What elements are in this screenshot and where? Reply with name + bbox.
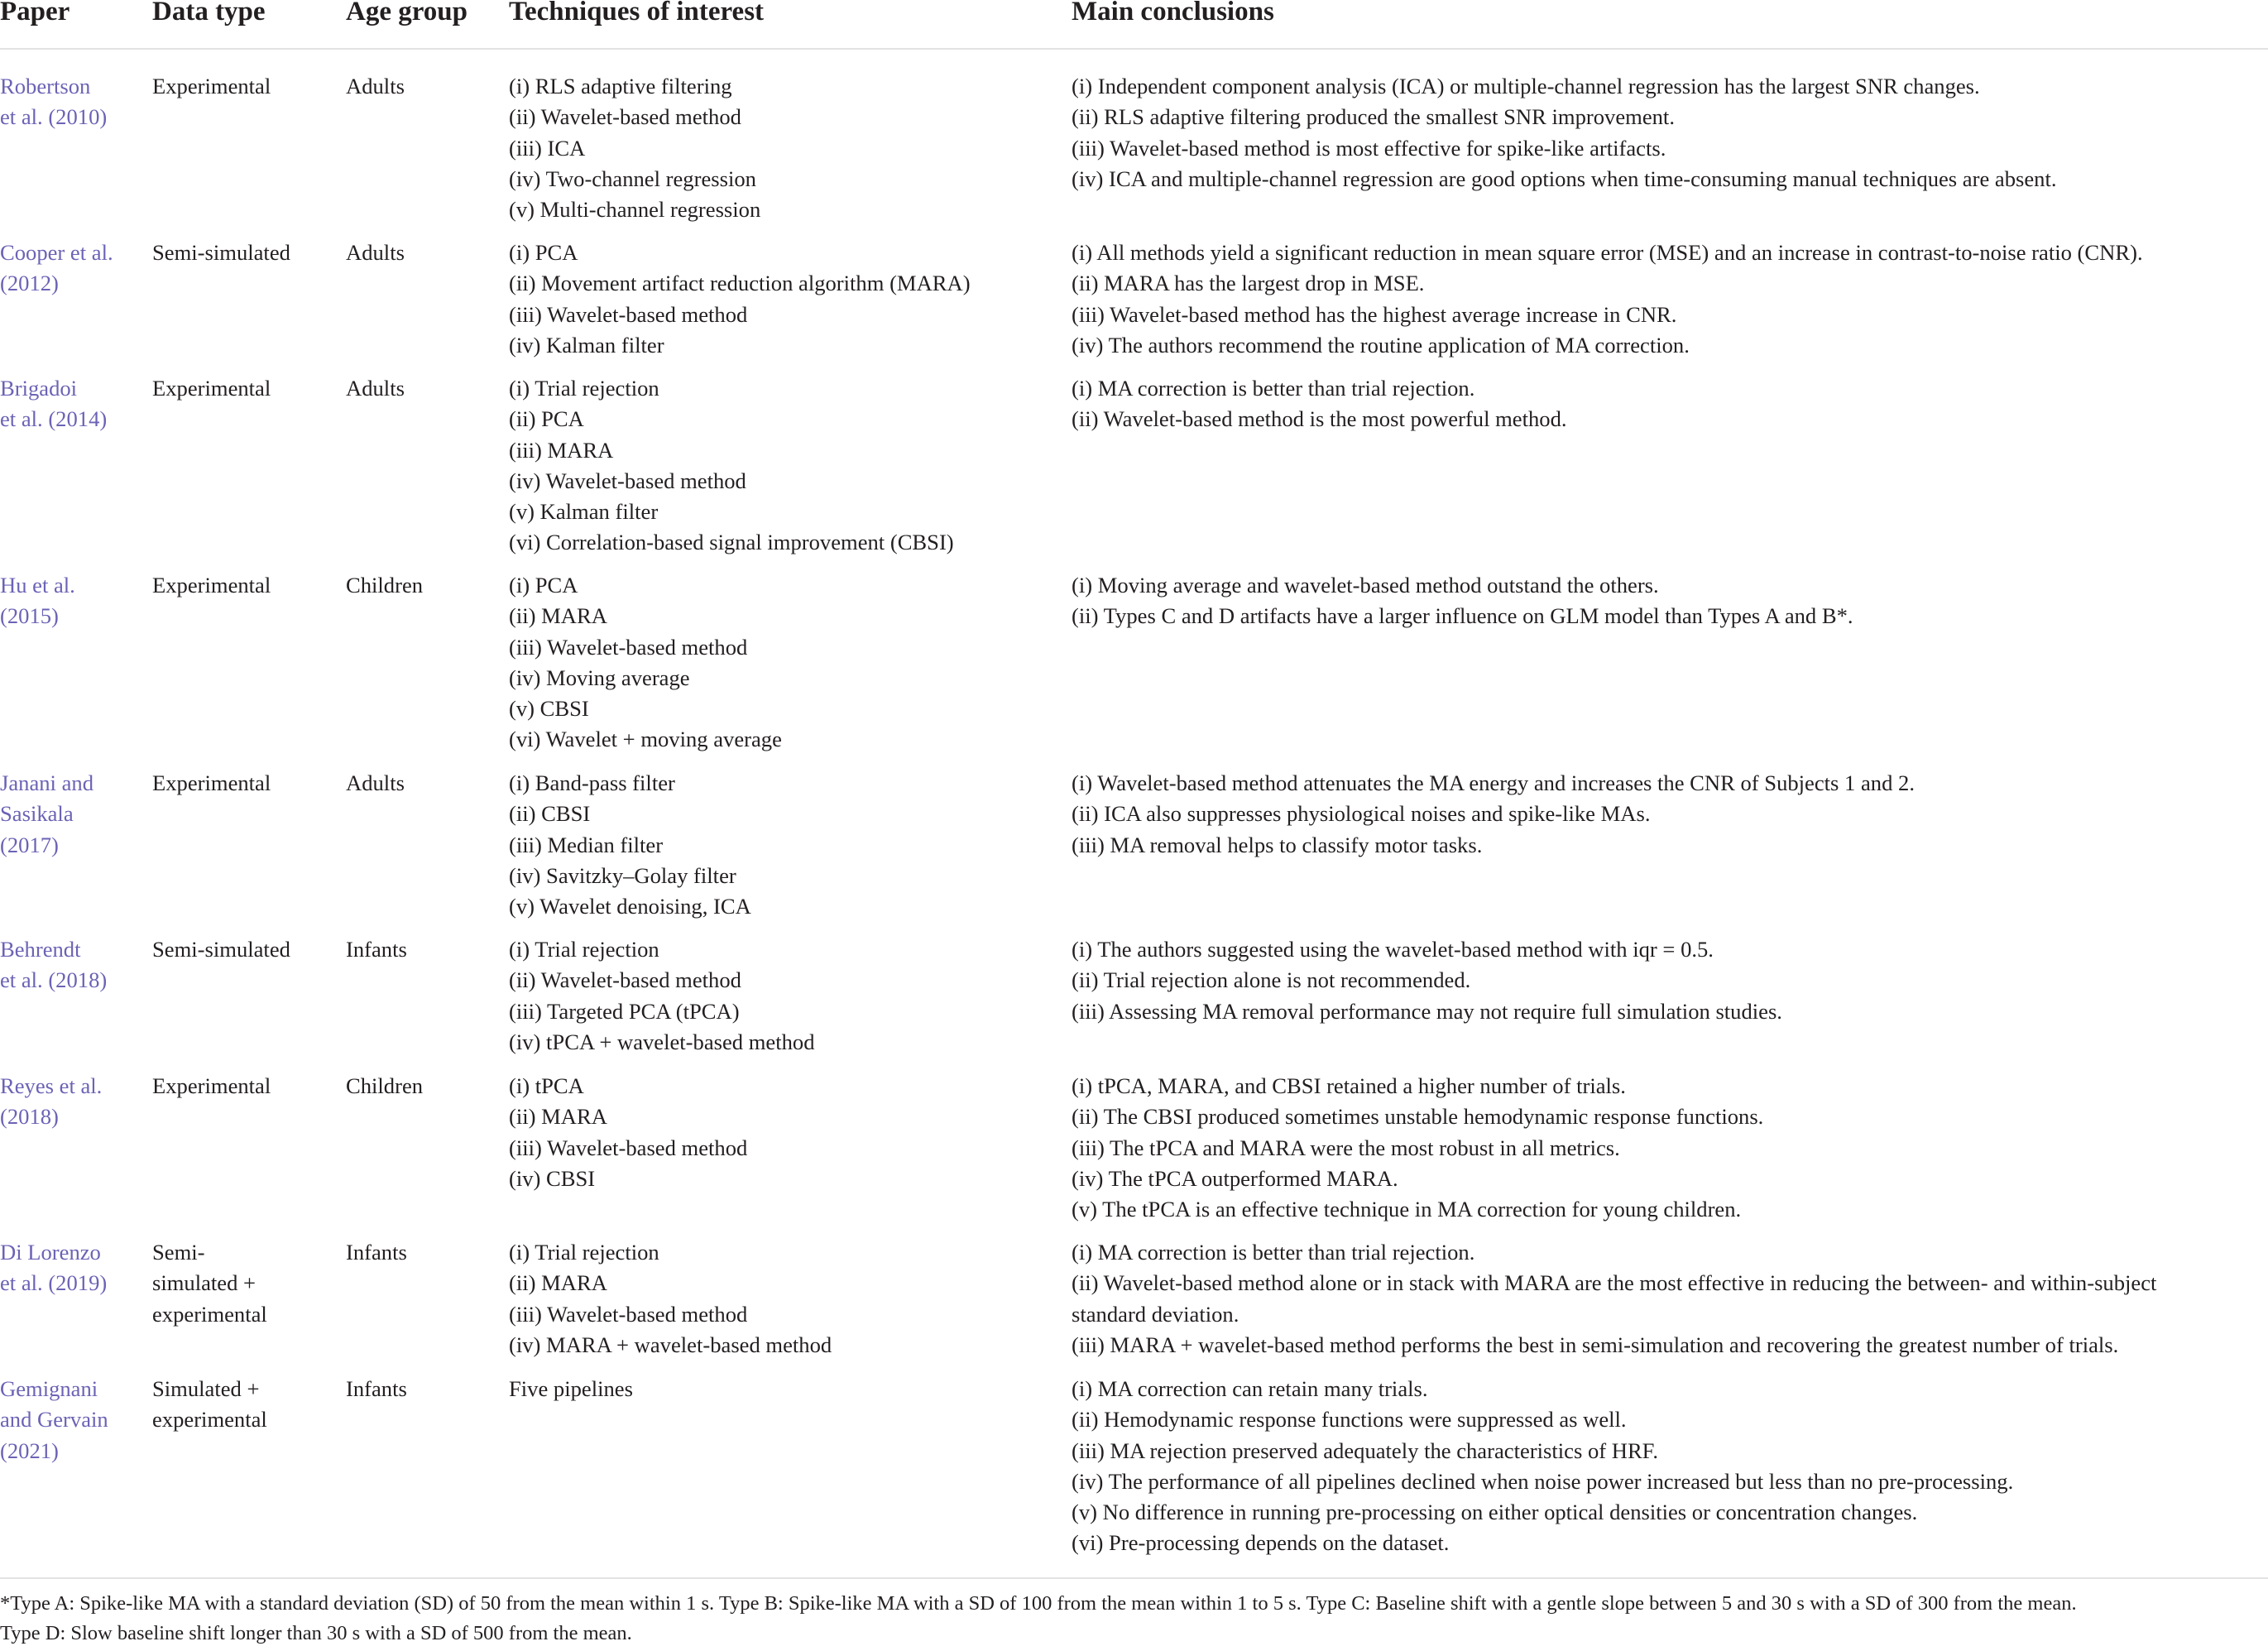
data-type-cell-line: Semi-simulated (152, 937, 290, 962)
paper-citation-link[interactable] (0, 768, 141, 861)
techniques-cell-line: (iv) Savitzky–Golay filter (509, 862, 736, 888)
age-group-cell-line: Infants (346, 1240, 407, 1265)
techniques-cell (509, 1237, 1072, 1361)
data-type-cell-line: Experimental (152, 74, 271, 98)
techniques-cell (509, 1374, 1072, 1404)
techniques-cell-line: (ii) CBSI (509, 801, 591, 827)
paper-citation-link[interactable] (0, 934, 141, 996)
age-group-cell (346, 1374, 495, 1404)
techniques-cell-line: (ii) Wavelet-based method (509, 104, 741, 130)
conclusions-cell-line: (ii) The CBSI produced sometimes unstable hemodynamic response functions. (1072, 1104, 1764, 1130)
conclusions-cell-line: (iii) MA removal helps to classify motor tasks. (1072, 832, 1483, 857)
data-type-cell-line: Experimental (152, 376, 271, 401)
conclusions-cell-line: (ii) Wavelet-based method alone or in stack with MARA are the most effective in reducing the between- and within-subject (1072, 1270, 2157, 1296)
age-group-cell-line: Children (346, 1073, 424, 1098)
conclusions-cell-line: (ii) Wavelet-based method is the most powerful method. (1072, 406, 1567, 432)
paper-citation-link-line: and Gervain (0, 1407, 108, 1433)
paper-citation-link-line: (2012) (0, 271, 59, 296)
techniques-cell-line: (iv) Two-channel regression (509, 166, 756, 191)
conclusions-cell (1072, 768, 2268, 861)
age-group-cell (346, 768, 495, 799)
techniques-cell-line: (iii) Wavelet-based method (509, 1301, 748, 1327)
footnote-line-1: *Type A: Spike-like MA with a standard deviation (SD) of 50 from the mean within 1 s. Type B: Spike-like MA with a SD of 100 from the mean within 1 to 5 s. Type C: Baseline shift with a gentle slope between 5 and 30 s with a SD of 300 from the mean. (0, 1592, 2077, 1615)
conclusions-cell-line: (iii) The tPCA and MARA were the most robust in all metrics. (1072, 1135, 1620, 1160)
techniques-cell-line: (iv) Wavelet-based method (509, 468, 746, 493)
data-type-cell-line: experimental (152, 1301, 267, 1327)
conclusions-cell-line: (iii) Wavelet-based method has the highest average increase in CNR. (1072, 301, 1677, 327)
conclusions-cell (1072, 238, 2268, 361)
data-type-cell-line: Experimental (152, 1073, 271, 1098)
techniques-cell-line: (i) Trial rejection (509, 376, 659, 401)
paper-citation-link-line: Brigadoi (0, 376, 78, 401)
conclusions-cell-line: (iii) MARA + wavelet-based method performs the best in semi-simulation and recovering the greatest number of trials. (1072, 1332, 2119, 1357)
techniques-cell-line: (iii) Wavelet-based method (509, 1135, 748, 1160)
paper-citation-link[interactable] (0, 1071, 141, 1133)
conclusions-cell-line: (iii) Assessing MA removal performance may not require full simulation studies. (1072, 998, 1782, 1024)
header-data-type: Data type (152, 0, 266, 26)
conclusions-cell (1072, 934, 2268, 1027)
techniques-cell-line: (i) RLS adaptive filtering (509, 74, 732, 98)
paper-citation-link-line: Di Lorenzo (0, 1240, 101, 1265)
age-group-cell (346, 934, 495, 965)
techniques-cell-line: (iii) Wavelet-based method (509, 634, 748, 660)
conclusions-cell (1072, 570, 2268, 632)
paper-citation-link-line: (2018) (0, 1104, 59, 1130)
techniques-cell-line: (ii) Movement artifact reduction algorithm (MARA) (509, 271, 971, 296)
paper-citation-link[interactable] (0, 71, 141, 133)
techniques-cell (509, 373, 1072, 559)
techniques-cell-line: (iii) Wavelet-based method (509, 301, 748, 327)
table-header-row (0, 0, 2268, 48)
techniques-cell-line: (v) Kalman filter (509, 499, 659, 525)
techniques-cell (509, 71, 1072, 225)
techniques-cell-line: (i) Trial rejection (509, 1240, 659, 1265)
conclusions-cell-line: (ii) ICA also suppresses physiological noises and spike-like MAs. (1072, 801, 1651, 827)
paper-citation-link[interactable] (0, 238, 141, 300)
techniques-cell-line: (i) PCA (509, 573, 578, 598)
data-type-cell (152, 768, 343, 799)
conclusions-cell (1072, 1071, 2268, 1225)
conclusions-cell-line: (ii) Trial rejection alone is not recommended. (1072, 967, 1471, 993)
techniques-cell (509, 768, 1072, 922)
techniques-cell-line: (i) tPCA (509, 1073, 584, 1098)
age-group-cell (346, 373, 495, 404)
data-type-cell (152, 570, 343, 601)
paper-citation-link-line: Janani and (0, 770, 94, 795)
data-type-cell-line: Experimental (152, 770, 271, 795)
conclusions-cell-line: (ii) RLS adaptive filtering produced the smallest SNR improvement. (1072, 104, 1675, 130)
conclusions-cell (1072, 373, 2268, 435)
conclusions-cell-line: (i) Moving average and wavelet-based method outstand the others. (1072, 573, 1659, 598)
paper-citation-link-line: et al. (2018) (0, 967, 108, 993)
techniques-cell-line: (ii) MARA (509, 603, 607, 629)
techniques-cell-line: (iv) CBSI (509, 1165, 596, 1191)
techniques-cell-line: (i) PCA (509, 240, 578, 265)
header-techniques: Techniques of interest (509, 0, 765, 26)
techniques-cell-line: (iii) Targeted PCA (tPCA) (509, 998, 740, 1024)
age-group-cell-line: Adults (346, 376, 405, 401)
paper-citation-link-line: Reyes et al. (0, 1073, 103, 1098)
conclusions-cell-line: (i) Independent component analysis (ICA) or multiple-channel regression has the largest SNR changes. (1072, 74, 1980, 98)
data-type-cell (152, 934, 343, 965)
conclusions-cell-line: (i) MA correction is better than trial rejection. (1072, 1240, 1475, 1265)
techniques-cell-line: (iv) MARA + wavelet-based method (509, 1332, 832, 1357)
techniques-cell (509, 1071, 1072, 1194)
conclusions-cell-line: (v) No difference in running pre-processing on either optical densities or concentration changes. (1072, 1500, 1918, 1525)
conclusions-cell-line: (i) The authors suggested using the wavelet-based method with iqr = 0.5. (1072, 937, 1714, 962)
age-group-cell (346, 1237, 495, 1268)
data-type-cell (152, 238, 343, 268)
paper-citation-link-line: Sasikala (0, 801, 74, 827)
paper-citation-link-line: Behrendt (0, 937, 81, 962)
conclusions-cell-line: (i) MA correction can retain many trials. (1072, 1376, 1428, 1401)
paper-citation-link[interactable] (0, 570, 141, 632)
conclusions-cell-line: (iii) MA rejection preserved adequately the characteristics of HRF. (1072, 1437, 1658, 1463)
paper-citation-link-line: (2015) (0, 603, 59, 629)
techniques-cell-line: (v) CBSI (509, 696, 589, 722)
footer-divider (0, 1577, 2268, 1579)
techniques-cell-line: (ii) PCA (509, 406, 584, 432)
techniques-cell-line: (iv) Moving average (509, 665, 690, 690)
conclusions-cell-line: (iv) ICA and multiple-channel regression are good options when time-consuming manual techniques are absent. (1072, 166, 2057, 191)
data-type-cell-line: experimental (152, 1407, 267, 1433)
conclusions-cell-line: (iv) The tPCA outperformed MARA. (1072, 1165, 1398, 1191)
paper-citation-link[interactable] (0, 373, 141, 435)
paper-citation-link-line: (2021) (0, 1437, 59, 1463)
techniques-cell-line: (i) Trial rejection (509, 937, 659, 962)
age-group-cell-line: Infants (346, 1376, 407, 1401)
conclusions-cell (1072, 71, 2268, 194)
techniques-cell-line: (v) Wavelet denoising, ICA (509, 894, 751, 919)
data-type-cell-line: Experimental (152, 573, 271, 598)
data-type-cell (152, 373, 343, 404)
age-group-cell-line: Adults (346, 770, 405, 795)
techniques-cell (509, 934, 1072, 1058)
conclusions-cell-line: standard deviation. (1072, 1301, 1239, 1327)
techniques-cell-line: (vi) Wavelet + moving average (509, 727, 782, 752)
conclusions-cell-line: (ii) MARA has the largest drop in MSE. (1072, 271, 1425, 296)
header-conclusions: Main conclusions (1072, 0, 1274, 26)
techniques-cell-line: (iv) Kalman filter (509, 332, 664, 358)
data-type-cell (152, 1237, 343, 1330)
paper-citation-link-line: Robertson (0, 74, 91, 98)
conclusions-cell-line: (iv) The performance of all pipelines declined when noise power increased but less than no pre-processing. (1072, 1468, 2014, 1494)
data-type-cell (152, 1071, 343, 1101)
conclusions-cell-line: (iv) The authors recommend the routine application of MA correction. (1072, 332, 1690, 358)
conclusions-cell-line: (ii) Types C and D artifacts have a larger influence on GLM model than Types A and B*. (1072, 603, 1853, 629)
conclusions-cell-line: (vi) Pre-processing depends on the dataset. (1072, 1530, 1450, 1556)
conclusions-cell-line: (i) All methods yield a significant reduction in mean square error (MSE) and an increase in contrast-to-noise ratio (CNR). (1072, 240, 2143, 265)
data-type-cell (152, 1374, 343, 1436)
techniques-cell-line: (iii) ICA (509, 135, 586, 161)
conclusions-cell-line: (v) The tPCA is an effective technique in MA correction for young children. (1072, 1197, 1742, 1222)
paper-citation-link-line: et al. (2010) (0, 104, 108, 130)
conclusions-cell (1072, 1237, 2268, 1361)
age-group-cell-line: Infants (346, 937, 407, 962)
paper-citation-link[interactable] (0, 1374, 141, 1466)
conclusions-cell-line: (i) Wavelet-based method attenuates the MA energy and increases the CNR of Subjects 1 and 2. (1072, 770, 1915, 795)
techniques-cell-line: (v) Multi-channel regression (509, 197, 761, 223)
data-type-cell-line: simulated + (152, 1270, 257, 1296)
conclusions-cell (1072, 1374, 2268, 1559)
techniques-cell-line: (ii) Wavelet-based method (509, 967, 741, 993)
age-group-cell-line: Adults (346, 74, 405, 98)
data-type-cell-line: Semi-simulated (152, 240, 290, 265)
header-paper: Paper (0, 0, 70, 26)
paper-citation-link-line: Cooper et al. (0, 240, 113, 265)
techniques-cell (509, 570, 1072, 756)
table-footnote (0, 1589, 2268, 1649)
age-group-cell (346, 570, 495, 601)
conclusions-cell-line: (ii) Hemodynamic response functions were suppressed as well. (1072, 1407, 1627, 1433)
techniques-cell-line: (i) Band-pass filter (509, 770, 675, 795)
age-group-cell (346, 71, 495, 102)
paper-citation-link[interactable] (0, 1237, 141, 1299)
data-type-cell-line: Simulated + (152, 1376, 260, 1401)
age-group-cell-line: Children (346, 573, 424, 598)
header-divider (0, 48, 2268, 50)
paper-citation-link-line: Hu et al. (0, 573, 75, 598)
paper-citation-link-line: Gemignani (0, 1376, 98, 1401)
footnote-line-2: Type D: Slow baseline shift longer than 30 s with a SD of 500 from the mean. (0, 1622, 632, 1644)
data-type-cell-line: Semi- (152, 1240, 205, 1265)
techniques-cell-line: (vi) Correlation-based signal improvement (CBSI) (509, 530, 954, 555)
techniques-cell-line: Five pipelines (509, 1376, 633, 1401)
techniques-cell-line: (iv) tPCA + wavelet-based method (509, 1029, 815, 1054)
paper-citation-link-line: (2017) (0, 832, 59, 857)
age-group-cell (346, 238, 495, 268)
conclusions-cell-line: (i) MA correction is better than trial rejection. (1072, 376, 1475, 401)
header-age-group: Age group (346, 0, 468, 26)
paper-citation-link-line: et al. (2014) (0, 406, 108, 432)
age-group-cell (346, 1071, 495, 1101)
techniques-cell-line: (iii) Median filter (509, 832, 664, 857)
techniques-cell (509, 238, 1072, 361)
conclusions-cell-line: (iii) Wavelet-based method is most effective for spike-like artifacts. (1072, 135, 1666, 161)
data-type-cell (152, 71, 343, 102)
age-group-cell-line: Adults (346, 240, 405, 265)
techniques-cell-line: (iii) MARA (509, 437, 614, 463)
paper-citation-link-line: et al. (2019) (0, 1270, 108, 1296)
techniques-cell-line: (ii) MARA (509, 1104, 607, 1130)
conclusions-cell-line: (i) tPCA, MARA, and CBSI retained a higher number of trials. (1072, 1073, 1626, 1098)
techniques-cell-line: (ii) MARA (509, 1270, 607, 1296)
